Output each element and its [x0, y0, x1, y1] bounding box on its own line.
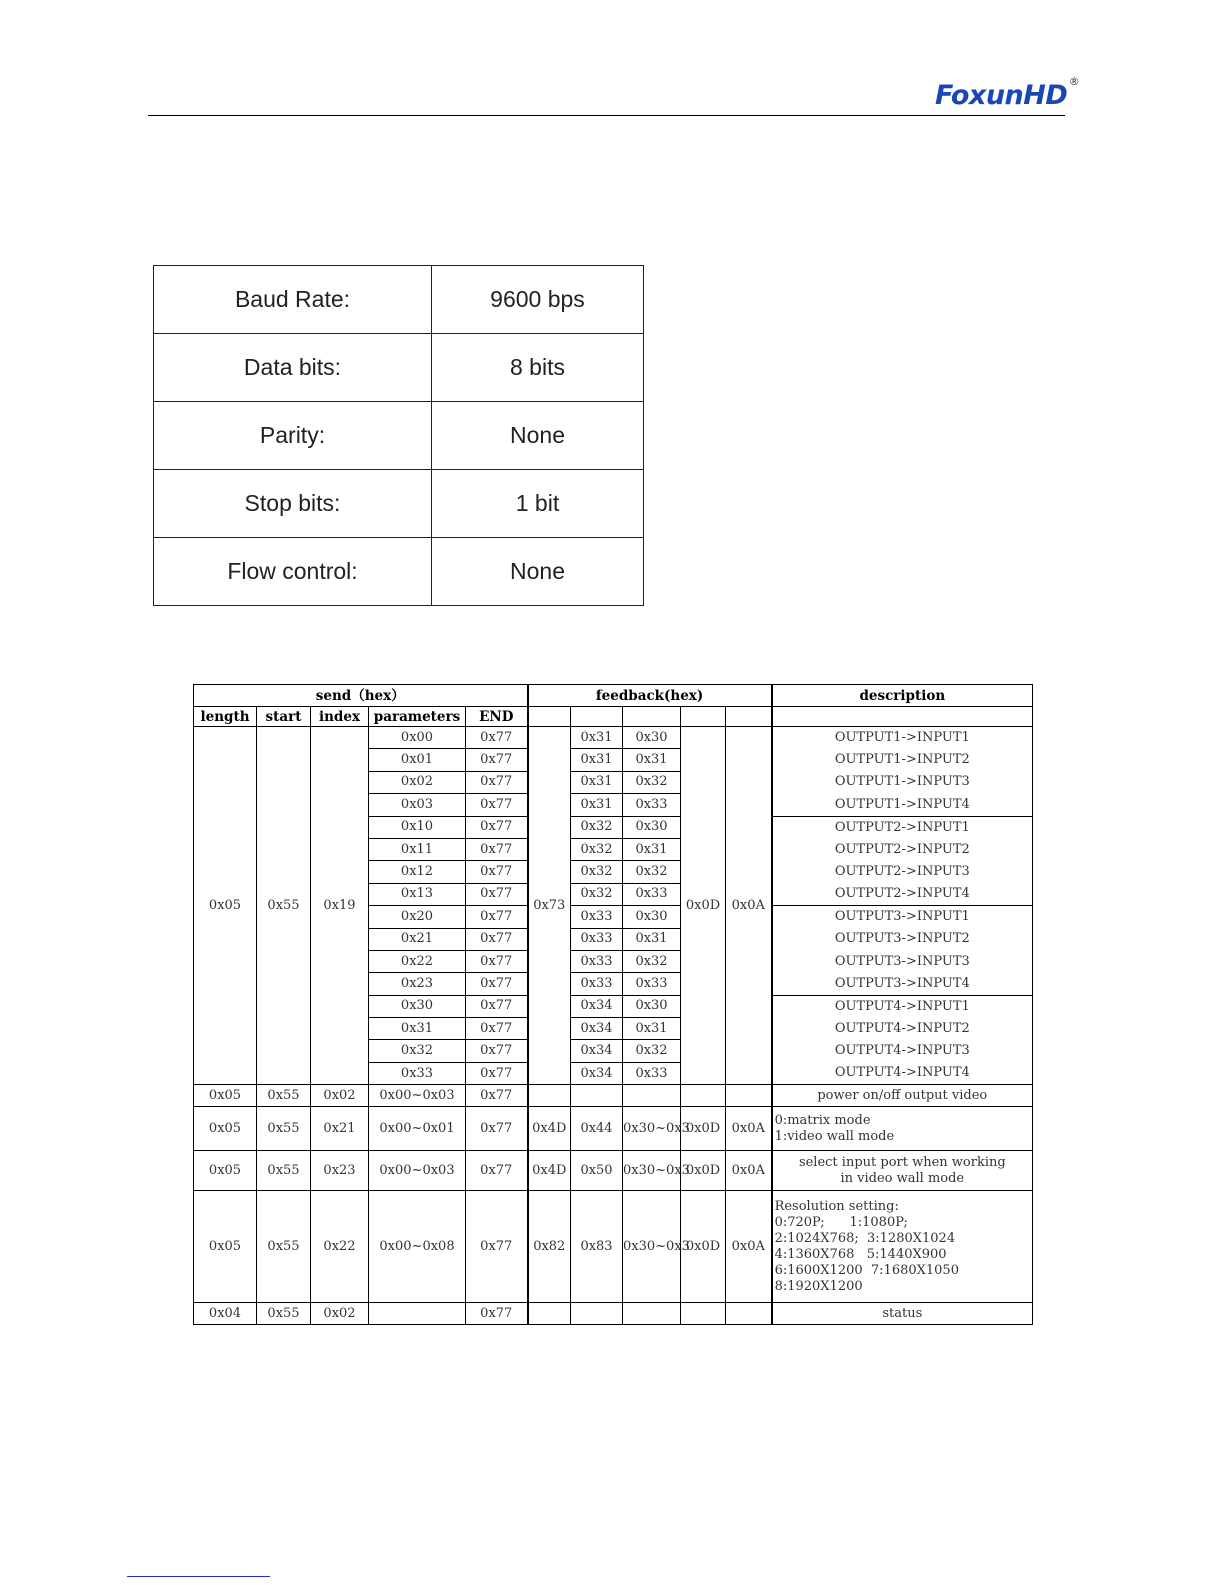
- description-cell: OUTPUT1->INPUT4: [772, 794, 1033, 816]
- description-cell: OUTPUT3->INPUT4: [772, 973, 1033, 995]
- feedback-cell: [623, 1303, 681, 1325]
- description-cell: status: [772, 1303, 1033, 1325]
- feedback-cell: 0x33: [623, 794, 681, 816]
- column-length: length: [194, 707, 257, 727]
- start-cell: 0x55: [257, 1151, 311, 1191]
- table-row: [194, 1151, 1033, 1191]
- param-cell: 0x00~0x08: [369, 1191, 466, 1303]
- description-line: 1:video wall mode: [774, 1128, 895, 1144]
- setting-value: 9600 bps: [432, 266, 644, 334]
- end-cell: 0x77: [466, 1062, 528, 1084]
- setting-value: 1 bit: [432, 470, 644, 538]
- parameter-cell: 0x32: [369, 1040, 466, 1062]
- feedback-cell: 0x83: [571, 1191, 623, 1303]
- end-cell: 0x77: [466, 906, 528, 928]
- parameter-cell: 0x30: [369, 995, 466, 1017]
- end-cell: 0x77: [466, 883, 528, 905]
- description-line: 0:matrix mode: [774, 1112, 871, 1128]
- end-cell: 0x77: [466, 816, 528, 838]
- feedback-cell: 0x33: [623, 1062, 681, 1084]
- parameter-cell: 0x12: [369, 861, 466, 883]
- length-cell: 0x05: [194, 727, 257, 1085]
- end-cell: 0x77: [466, 727, 528, 749]
- description-cell: OUTPUT3->INPUT2: [772, 928, 1033, 950]
- description-header: description: [772, 685, 1033, 707]
- feedback-group-header: feedback(hex): [528, 685, 772, 707]
- feedback-cell: 0x0D: [681, 1107, 726, 1151]
- parameter-cell: 0x10: [369, 816, 466, 838]
- header-divider: [148, 115, 1065, 116]
- setting-label: Baud Rate:: [154, 266, 432, 334]
- feedback-cell: 0x31: [623, 1018, 681, 1040]
- feedback-cell: 0x32: [571, 861, 623, 883]
- end-cell: 0x77: [466, 1151, 528, 1191]
- end-cell: 0x77: [466, 861, 528, 883]
- description-cell: OUTPUT2->INPUT4: [772, 883, 1033, 905]
- feedback-cell: 0x50: [571, 1151, 623, 1191]
- feedback-cell: 0x44: [571, 1107, 623, 1151]
- table-row: [154, 470, 644, 538]
- setting-label: Flow control:: [154, 538, 432, 606]
- table-row: [194, 1191, 1033, 1303]
- description-line: 6:1600X1200 7:1680X1050: [774, 1262, 959, 1278]
- description-line: 0:720P; 1:1080P;: [774, 1214, 908, 1230]
- parameter-cell: 0x13: [369, 883, 466, 905]
- end-cell: 0x77: [466, 1085, 528, 1107]
- table-row: [154, 538, 644, 606]
- description-cell: OUTPUT2->INPUT3: [772, 861, 1033, 883]
- param-cell: [369, 1303, 466, 1325]
- description-cell: OUTPUT2->INPUT1: [772, 816, 1033, 838]
- description-cell: OUTPUT1->INPUT2: [772, 749, 1033, 771]
- description-line: in video wall mode: [840, 1170, 965, 1186]
- feedback-cell: 0x0A: [726, 727, 772, 1085]
- param-cell: 0x00~0x03: [369, 1151, 466, 1191]
- start-cell: 0x55: [257, 727, 311, 1085]
- column-index: index: [311, 707, 369, 727]
- feedback-cell: 0x4D: [528, 1107, 571, 1151]
- feedback-cell: 0x32: [623, 771, 681, 793]
- table-row: [154, 334, 644, 402]
- feedback-cell: 0x4D: [528, 1151, 571, 1191]
- end-cell: 0x77: [466, 950, 528, 972]
- feedback-cell: 0x73: [528, 727, 571, 1085]
- parameter-cell: 0x22: [369, 950, 466, 972]
- feedback-cell: 0x30: [623, 995, 681, 1017]
- table-column-row: [194, 707, 1033, 727]
- command-table: [193, 684, 1033, 1325]
- parameter-cell: 0x20: [369, 906, 466, 928]
- setting-label: Stop bits:: [154, 470, 432, 538]
- feedback-cell: 0x30~0x3: [623, 1151, 681, 1191]
- description-cell: OUTPUT3->INPUT3: [772, 950, 1033, 972]
- feedback-cell: 0x31: [571, 771, 623, 793]
- description-cell: OUTPUT3->INPUT1: [772, 906, 1033, 928]
- setting-label: Parity:: [154, 402, 432, 470]
- length-cell: 0x05: [194, 1085, 257, 1107]
- feedback-cell: 0x31: [623, 749, 681, 771]
- end-cell: 0x77: [466, 995, 528, 1017]
- end-cell: 0x77: [466, 1107, 528, 1151]
- end-cell: 0x77: [466, 1191, 528, 1303]
- parameter-cell: 0x23: [369, 973, 466, 995]
- description-cell: OUTPUT4->INPUT1: [772, 995, 1033, 1017]
- feedback-cell: 0x34: [571, 1062, 623, 1084]
- feedback-cell: 0x34: [571, 995, 623, 1017]
- parameter-cell: 0x01: [369, 749, 466, 771]
- feedback-cell: 0x30: [623, 816, 681, 838]
- feedback-cell: 0x0A: [726, 1107, 772, 1151]
- table-cell: [726, 707, 772, 727]
- feedback-cell: 0x0D: [681, 1191, 726, 1303]
- feedback-cell: 0x32: [623, 1040, 681, 1062]
- column-end: END: [466, 707, 528, 727]
- start-cell: 0x55: [257, 1191, 311, 1303]
- table-cell: [623, 707, 681, 727]
- table-cell: [571, 707, 623, 727]
- description-cell: [772, 1107, 1033, 1151]
- description-cell: [772, 1191, 1033, 1303]
- feedback-cell: 0x31: [571, 794, 623, 816]
- table-cell: [681, 707, 726, 727]
- description-cell: OUTPUT4->INPUT4: [772, 1062, 1033, 1084]
- end-cell: 0x77: [466, 771, 528, 793]
- length-cell: 0x05: [194, 1191, 257, 1303]
- start-cell: 0x55: [257, 1085, 311, 1107]
- end-cell: 0x77: [466, 749, 528, 771]
- setting-value: None: [432, 402, 644, 470]
- index-cell: 0x19: [311, 727, 369, 1085]
- feedback-cell: 0x33: [623, 883, 681, 905]
- description-cell: OUTPUT1->INPUT3: [772, 771, 1033, 793]
- registered-mark-icon: ®: [1068, 75, 1080, 88]
- column-parameters: parameters: [369, 707, 466, 727]
- start-cell: 0x55: [257, 1107, 311, 1151]
- feedback-cell: 0x0D: [681, 727, 726, 1085]
- setting-label: Data bits:: [154, 334, 432, 402]
- parameter-cell: 0x33: [369, 1062, 466, 1084]
- feedback-cell: 0x31: [571, 749, 623, 771]
- parameter-cell: 0x31: [369, 1018, 466, 1040]
- feedback-cell: 0x32: [571, 816, 623, 838]
- serial-settings-table: [153, 265, 644, 606]
- brand-logo: FoxunHD ®: [935, 75, 1080, 111]
- feedback-cell: 0x0D: [681, 1151, 726, 1191]
- length-cell: 0x04: [194, 1303, 257, 1325]
- feedback-cell: [528, 1085, 571, 1107]
- parameter-cell: 0x11: [369, 838, 466, 860]
- parameter-cell: 0x03: [369, 794, 466, 816]
- feedback-cell: [571, 1085, 623, 1107]
- description-line: Resolution setting:: [774, 1198, 899, 1214]
- command-table-body: [194, 685, 1033, 1325]
- table-row: [154, 402, 644, 470]
- description-line: select input port when working: [798, 1154, 1006, 1170]
- feedback-cell: 0x33: [571, 928, 623, 950]
- feedback-cell: 0x30: [623, 727, 681, 749]
- table-cell: [772, 707, 1033, 727]
- feedback-cell: 0x32: [623, 950, 681, 972]
- end-cell: 0x77: [466, 1040, 528, 1062]
- feedback-cell: 0x33: [571, 950, 623, 972]
- feedback-cell: 0x31: [623, 928, 681, 950]
- end-cell: 0x77: [466, 928, 528, 950]
- length-cell: 0x05: [194, 1107, 257, 1151]
- end-cell: 0x77: [466, 794, 528, 816]
- param-cell: 0x00~0x03: [369, 1085, 466, 1107]
- feedback-cell: 0x31: [623, 838, 681, 860]
- table-row: [194, 1085, 1033, 1107]
- end-cell: 0x77: [466, 1303, 528, 1325]
- table-row: [194, 1107, 1033, 1151]
- description-cell: OUTPUT4->INPUT3: [772, 1040, 1033, 1062]
- index-cell: 0x21: [311, 1107, 369, 1151]
- index-cell: 0x02: [311, 1085, 369, 1107]
- parameter-cell: 0x21: [369, 928, 466, 950]
- feedback-cell: [726, 1303, 772, 1325]
- feedback-cell: 0x31: [571, 727, 623, 749]
- table-row: [194, 727, 1033, 749]
- feedback-cell: 0x33: [571, 906, 623, 928]
- param-cell: 0x00~0x01: [369, 1107, 466, 1151]
- description-cell: power on/off output video: [772, 1085, 1033, 1107]
- description-cell: OUTPUT4->INPUT2: [772, 1018, 1033, 1040]
- feedback-cell: 0x0A: [726, 1191, 772, 1303]
- setting-value: 8 bits: [432, 334, 644, 402]
- start-cell: 0x55: [257, 1303, 311, 1325]
- description-line: 4:1360X768 5:1440X900: [774, 1246, 947, 1262]
- feedback-cell: 0x30~0x3: [623, 1191, 681, 1303]
- feedback-cell: 0x82: [528, 1191, 571, 1303]
- feedback-cell: 0x32: [623, 861, 681, 883]
- end-cell: 0x77: [466, 1018, 528, 1040]
- feedback-cell: [623, 1085, 681, 1107]
- table-header-row: [194, 685, 1033, 707]
- description-line: 2:1024X768; 3:1280X1024: [774, 1230, 956, 1246]
- index-cell: 0x22: [311, 1191, 369, 1303]
- end-cell: 0x77: [466, 838, 528, 860]
- description-cell: [772, 1151, 1033, 1191]
- length-cell: 0x05: [194, 1151, 257, 1191]
- feedback-cell: 0x0A: [726, 1151, 772, 1191]
- table-cell: [528, 707, 571, 727]
- table-row: [194, 1303, 1033, 1325]
- parameter-cell: 0x00: [369, 727, 466, 749]
- feedback-cell: [681, 1303, 726, 1325]
- feedback-cell: [726, 1085, 772, 1107]
- feedback-cell: 0x33: [571, 973, 623, 995]
- footer-link-underline: [127, 1576, 270, 1577]
- feedback-cell: [571, 1303, 623, 1325]
- feedback-cell: [528, 1303, 571, 1325]
- feedback-cell: 0x34: [571, 1040, 623, 1062]
- feedback-cell: 0x32: [571, 883, 623, 905]
- setting-value: None: [432, 538, 644, 606]
- feedback-cell: 0x30: [623, 906, 681, 928]
- feedback-cell: [681, 1085, 726, 1107]
- end-cell: 0x77: [466, 973, 528, 995]
- feedback-cell: 0x33: [623, 973, 681, 995]
- feedback-cell: 0x32: [571, 838, 623, 860]
- parameter-cell: 0x02: [369, 771, 466, 793]
- description-cell: OUTPUT2->INPUT2: [772, 838, 1033, 860]
- description-cell: OUTPUT1->INPUT1: [772, 727, 1033, 749]
- index-cell: 0x02: [311, 1303, 369, 1325]
- index-cell: 0x23: [311, 1151, 369, 1191]
- send-group-header: send（hex）: [194, 685, 528, 707]
- feedback-cell: 0x34: [571, 1018, 623, 1040]
- table-row: [154, 266, 644, 334]
- feedback-cell: 0x30~0x3: [623, 1107, 681, 1151]
- description-line: 8:1920X1200: [774, 1278, 863, 1294]
- column-start: start: [257, 707, 311, 727]
